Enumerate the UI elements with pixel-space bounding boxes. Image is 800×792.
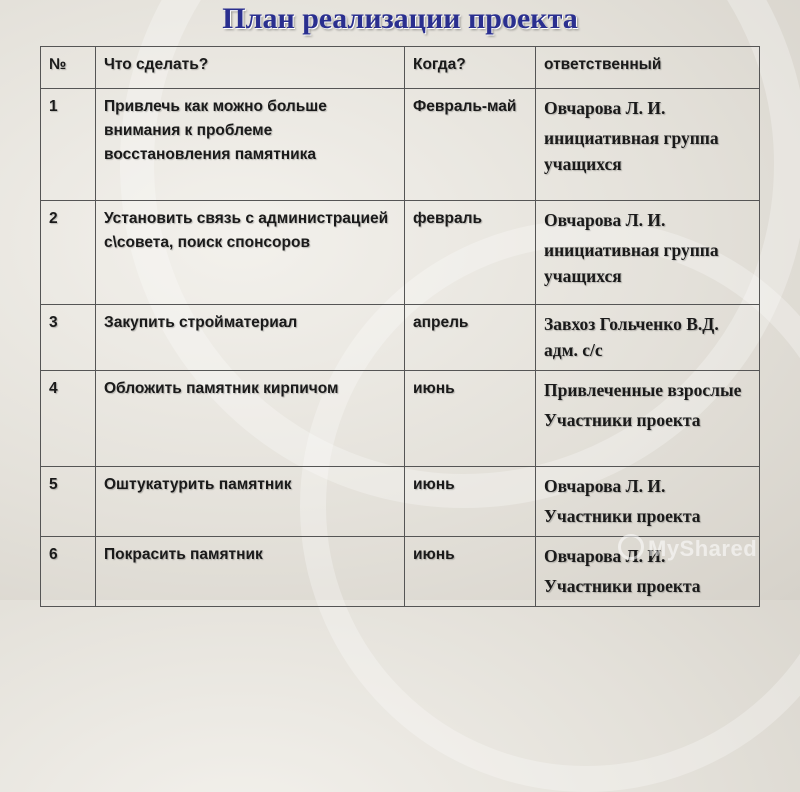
row-num: 6 [41,537,96,607]
row-task: Обложить памятник кирпичом [96,371,405,467]
responsible-line: Привлеченные взрослые [544,380,742,400]
row-responsible [536,467,760,537]
responsible-line: Овчарова Л. И. [544,476,666,496]
row-when: июнь [405,467,536,537]
project-plan-table [40,46,760,607]
row-when: апрель [405,305,536,371]
table-row [41,467,760,537]
table-row [41,371,760,467]
slide-title: План реализации проекта [222,2,578,35]
responsible-line: Участники проекта [544,576,701,596]
row-task: Установить связь с администрацией с\совета, поиск спонсоров [96,201,405,305]
row-num: 3 [41,305,96,371]
row-responsible [536,305,760,371]
responsible-line: Овчарова Л. И. [544,98,666,118]
myshared-watermark [618,534,757,562]
header-num: № [41,47,96,89]
row-task: Покрасить памятник [96,537,405,607]
table-header-row [41,47,760,89]
row-task: Привлечь как можно больше внимания к проблеме восстановления памятника [96,89,405,201]
row-when: Февраль-май [405,89,536,201]
responsible-line: Завхоз Гольченко В.Д. адм. с/с [544,314,719,360]
responsible-line: инициативная группа учащихся [544,240,719,286]
watermark-text: MyShared [648,536,758,561]
responsible-line: Участники проекта [544,410,701,430]
row-when: февраль [405,201,536,305]
responsible-line: инициативная группа учащихся [544,128,719,174]
row-when: июнь [405,537,536,607]
header-responsible: ответственный [536,47,760,89]
header-task: Что сделать? [96,47,405,89]
responsible-line: Овчарова Л. И. [544,210,666,230]
table-row [41,305,760,371]
responsible-line: Овчарова Л. И. [544,546,666,566]
row-responsible [536,89,760,201]
row-responsible [536,371,760,467]
row-responsible [536,201,760,305]
table-row [41,201,760,305]
row-num: 5 [41,467,96,537]
row-num: 1 [41,89,96,201]
row-task: Закупить стройматериал [96,305,405,371]
row-when: июнь [405,371,536,467]
row-task: Оштукатурить памятник [96,467,405,537]
responsible-line: Участники проекта [544,506,701,526]
table-row [41,89,760,201]
myshared-logo-icon [618,534,644,560]
row-num: 4 [41,371,96,467]
header-when: Когда? [405,47,536,89]
row-num: 2 [41,201,96,305]
